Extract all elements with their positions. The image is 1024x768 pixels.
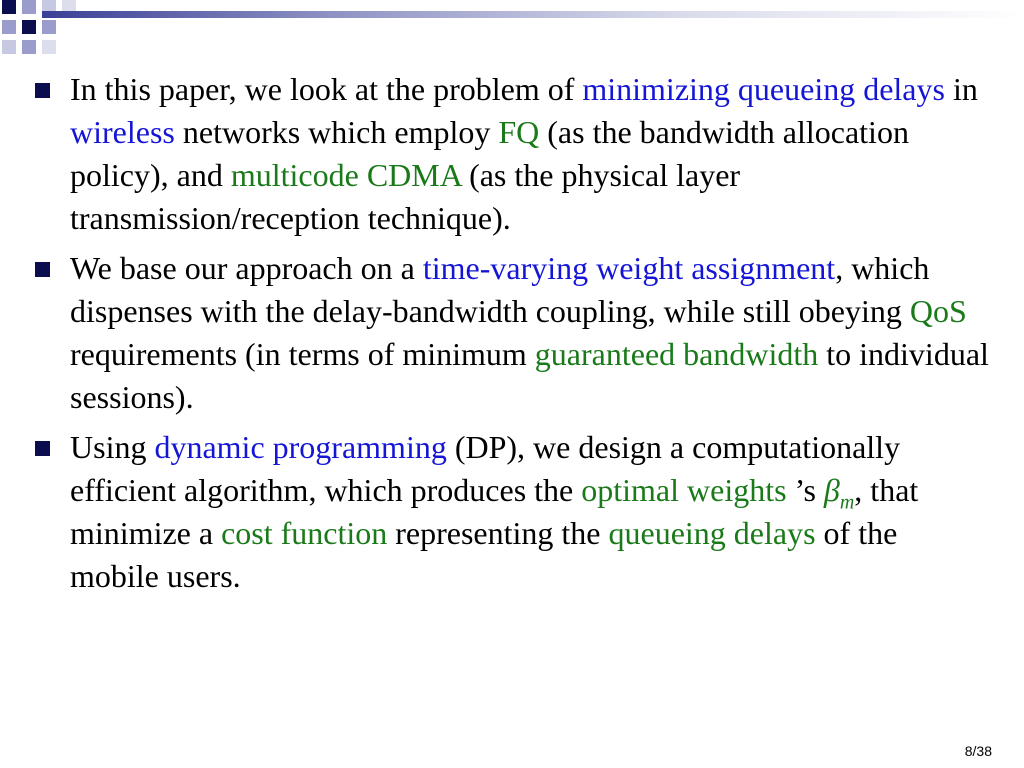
- title-bar-gradient: [42, 11, 1024, 18]
- deco-square: [2, 40, 16, 54]
- highlight-term: queueing delays: [608, 515, 816, 551]
- square-bullet-icon: [35, 83, 50, 98]
- highlight-term: optimal weights: [581, 472, 787, 508]
- beta-subscript: m: [839, 491, 855, 514]
- highlight-term: time-varying weight assignment: [422, 250, 836, 286]
- highlight-term: cost function: [221, 515, 388, 551]
- deco-square: [2, 0, 16, 14]
- highlight-term: FQ: [498, 114, 540, 150]
- deco-square: [22, 40, 36, 54]
- deco-square: [2, 20, 16, 34]
- slide-number: 8/38: [964, 743, 992, 759]
- highlight-term: wireless: [70, 114, 175, 150]
- highlight-term: QoS: [909, 293, 967, 329]
- deco-square: [42, 40, 56, 54]
- deco-square: [22, 20, 36, 34]
- highlight-term: guaranteed bandwidth: [534, 336, 819, 372]
- deco-square: [42, 20, 56, 34]
- beta-symbol: β: [823, 472, 840, 508]
- square-bullet-icon: [35, 262, 50, 277]
- bullet-item: Using dynamic programming (DP), we design a computationally efficient algorithm, which produces the optimal weights ’s $\beta_m$, that minimize a cost function representing the queueing delays of the mobile users.: [30, 426, 990, 598]
- deco-square: [22, 0, 36, 14]
- bullet-item: We base our approach on a time-varying weight assignment, which dispenses with the delay-bandwidth coupling, while still obeying QoS requirements (in terms of minimum guaranteed bandwidth to individual sessions).: [30, 247, 990, 419]
- highlight-term: multicode CDMA: [230, 157, 462, 193]
- highlight-term: minimizing queueing delays: [582, 71, 945, 107]
- bullet-item: In this paper, we look at the problem of minimizing queueing delays in wireless networks which employ FQ (as the bandwidth allocation policy), and multicode CDMA (as the physical layer transmission/reception technique).: [30, 68, 990, 240]
- square-bullet-icon: [35, 441, 50, 456]
- bullet-list: [30, 68, 990, 605]
- highlight-term: dynamic programming: [154, 429, 447, 465]
